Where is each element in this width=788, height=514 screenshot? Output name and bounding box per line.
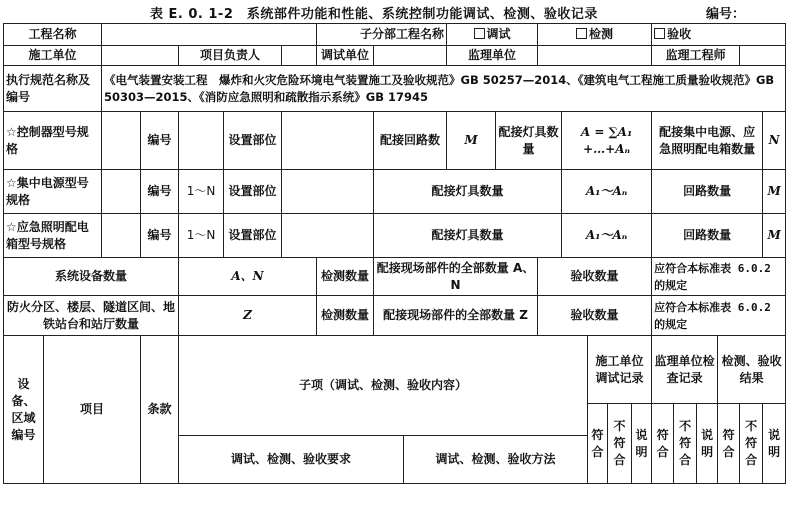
cps-location-label: 设置部位 (224, 170, 282, 214)
item-header: 项目 (44, 336, 141, 484)
box-location-label: 设置部位 (224, 214, 282, 258)
equipment-check-value: 配接现场部件的全部数量 A、N (374, 258, 538, 296)
document-title: 表 E. 0. 1-2 系统部件功能和性能、系统控制功能调试、检测、验收记录 (150, 7, 598, 22)
sub-project-label: 子分部工程名称 (317, 24, 447, 46)
supervision-unit-label: 监理单位 (447, 46, 538, 66)
box-circuits-label: 回路数量 (652, 214, 763, 258)
box-model-label: ☆应急照明配电箱型号规格 (4, 214, 102, 258)
controller-formula (562, 112, 652, 170)
option-accept[interactable] (652, 24, 786, 46)
box-circuits-var: M (763, 214, 786, 258)
serial-number-label: 编号： (706, 7, 746, 22)
construction-pass-header: 符合 (588, 404, 608, 484)
supervisor-value[interactable] (740, 46, 786, 66)
zones-check-value: 配接现场部件的全部数量 Z (374, 296, 538, 336)
result-header: 检测、验收结果 (718, 336, 786, 404)
standards-content: 《电气装置安装工程 爆炸和火灾危险环境电气装置施工及验收规范》GB 50257—2014、《建筑电气工程施工质量验收规范》GB 50303—2015、《消防应急照明和疏散指示系统》GB 17945 (102, 66, 786, 112)
controller-model-value[interactable] (102, 112, 141, 170)
cps-number-label: 编号 (141, 170, 179, 214)
controller-fixtures-label: 配接灯具数量 (496, 112, 562, 170)
controller-location-value[interactable] (282, 112, 374, 170)
construction-record-header: 施工单位调试记录 (588, 336, 652, 404)
controller-circuits-var: M (447, 112, 496, 170)
project-name-value[interactable] (102, 24, 317, 46)
box-location-value[interactable] (282, 214, 374, 258)
box-number-range: 1～N (179, 214, 224, 258)
record-form-table (3, 23, 786, 484)
device-area-number-header: 设备、区域编号 (4, 336, 44, 484)
formula-line-2: +…+Aₙ (583, 141, 631, 156)
controller-circuits-label: 配接回路数 (374, 112, 447, 170)
project-leader-label: 项目负责人 (179, 46, 282, 66)
requirement-header: 调试、检测、验收要求 (179, 436, 404, 484)
option-inspect[interactable] (538, 24, 652, 46)
equipment-check-label: 检测数量 (317, 258, 374, 296)
title-bar (0, 0, 788, 22)
controller-number-value[interactable] (179, 112, 224, 170)
controller-cps-var: N (763, 112, 786, 170)
cps-fixtures-label: 配接灯具数量 (374, 170, 562, 214)
project-name-label: 工程名称 (4, 24, 102, 46)
construction-note-header: 说明 (632, 404, 652, 484)
construction-fail-header: 不符合 (608, 404, 632, 484)
zones-accept-label: 验收数量 (538, 296, 652, 336)
project-leader-value[interactable] (282, 46, 317, 66)
cps-model-label: ☆集中电源型号规格 (4, 170, 102, 214)
cps-number-range: 1～N (179, 170, 224, 214)
sub-item-header: 子项（调试、检测、验收内容） (179, 336, 588, 436)
supervision-note-header: 说明 (697, 404, 718, 484)
standards-label: 执行规范名称及编号 (4, 66, 102, 112)
box-model-value[interactable] (102, 214, 141, 258)
zones-count-value: Z (179, 296, 317, 336)
controller-location-label: 设置部位 (224, 112, 282, 170)
controller-cps-count-label: 配接集中电源、应急照明配电箱数量 (652, 112, 763, 170)
equipment-count-value: A、N (179, 258, 317, 296)
debug-unit-value[interactable] (374, 46, 447, 66)
cps-location-value[interactable] (282, 170, 374, 214)
construction-unit-label: 施工单位 (4, 46, 102, 66)
debug-unit-label: 调试单位 (317, 46, 374, 66)
result-note-header: 说明 (763, 404, 786, 484)
controller-number-label: 编号 (141, 112, 179, 170)
cps-fixture-range: A₁～Aₙ (562, 170, 652, 214)
supervision-fail-header: 不符合 (674, 404, 697, 484)
supervision-record-header: 监理单位检查记录 (652, 336, 718, 404)
formula-line-1: A = ∑A₁ (580, 124, 633, 139)
box-fixture-range: A₁～Aₙ (562, 214, 652, 258)
inspect-checkbox[interactable] (576, 28, 587, 39)
supervision-unit-value[interactable] (538, 46, 652, 66)
box-number-label: 编号 (141, 214, 179, 258)
equipment-rule: 应符合本标准表 6.0.2 的规定 (652, 258, 786, 296)
accept-option-label: 验收 (667, 27, 692, 41)
cps-circuits-label: 回路数量 (652, 170, 763, 214)
equipment-accept-label: 验收数量 (538, 258, 652, 296)
option-debug[interactable] (447, 24, 538, 46)
equipment-count-label: 系统设备数量 (4, 258, 179, 296)
zones-rule: 应符合本标准表 6.0.2 的规定 (652, 296, 786, 336)
clause-header: 条款 (141, 336, 179, 484)
supervision-pass-header: 符合 (652, 404, 674, 484)
inspect-option-label: 检测 (589, 27, 614, 41)
accept-checkbox[interactable] (654, 28, 665, 39)
zones-check-label: 检测数量 (317, 296, 374, 336)
controller-model-label: ☆控制器型号规格 (4, 112, 102, 170)
method-header: 调试、检测、验收方法 (404, 436, 588, 484)
result-pass-header: 符合 (718, 404, 740, 484)
cps-circuits-var: M (763, 170, 786, 214)
zones-count-label: 防火分区、楼层、隧道区间、地铁站台和站厅数量 (4, 296, 179, 336)
box-fixtures-label: 配接灯具数量 (374, 214, 562, 258)
result-fail-header: 不符合 (740, 404, 763, 484)
supervisor-label: 监理工程师 (652, 46, 740, 66)
debug-option-label: 调试 (486, 27, 511, 41)
cps-model-value[interactable] (102, 170, 141, 214)
construction-unit-value[interactable] (102, 46, 179, 66)
debug-checkbox[interactable] (474, 28, 485, 39)
